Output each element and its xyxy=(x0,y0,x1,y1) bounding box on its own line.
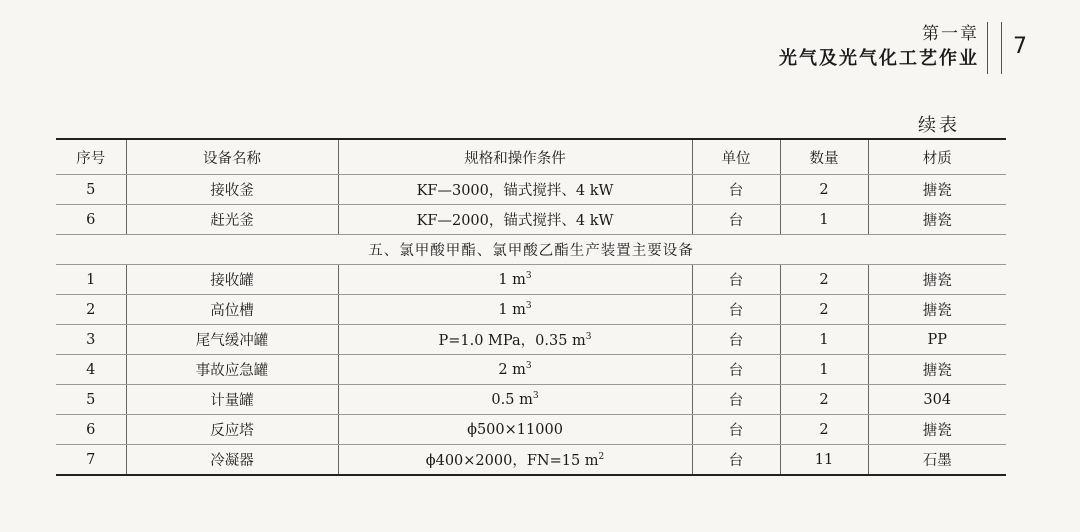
equipment-unit: 台 xyxy=(692,175,780,205)
row-number: 7 xyxy=(56,445,126,476)
equipment-spec: KF—3000，锚式搅拌、4 kW xyxy=(338,175,692,205)
table-row xyxy=(56,325,1006,355)
equipment-quantity: 2 xyxy=(780,295,868,325)
row-number: 2 xyxy=(56,295,126,325)
equipment-material: PP xyxy=(868,325,1006,355)
section-title: 五、氯甲酸甲酯、氯甲酸乙酯生产装置主要设备 xyxy=(56,235,1006,265)
column-header: 数量 xyxy=(780,139,868,175)
row-number: 6 xyxy=(56,415,126,445)
table-row xyxy=(56,175,1006,205)
equipment-material: 304 xyxy=(868,385,1006,415)
equipment-quantity: 1 xyxy=(780,355,868,385)
equipment-unit: 台 xyxy=(692,295,780,325)
spec-superscript: 3 xyxy=(525,271,532,282)
spec-text: 1 m xyxy=(498,271,526,288)
equipment-quantity: 2 xyxy=(780,265,868,295)
equipment-name: 冷凝器 xyxy=(126,445,338,476)
equipment-spec xyxy=(338,415,692,445)
table-row xyxy=(56,415,1006,445)
table-header-row xyxy=(56,139,1006,175)
row-number: 6 xyxy=(56,205,126,235)
equipment-spec xyxy=(338,445,692,476)
equipment-material: 搪瓷 xyxy=(868,175,1006,205)
equipment-table xyxy=(56,138,1006,476)
equipment-spec: KF—2000，锚式搅拌、4 kW xyxy=(338,205,692,235)
equipment-spec xyxy=(338,295,692,325)
spec-superscript: 3 xyxy=(525,361,532,372)
equipment-unit: 台 xyxy=(692,385,780,415)
spec-text: ϕ500×11000 xyxy=(467,421,563,438)
table-row xyxy=(56,355,1006,385)
column-header: 设备名称 xyxy=(126,139,338,175)
spec-text: 1 m xyxy=(498,301,526,318)
equipment-quantity: 11 xyxy=(780,445,868,476)
table-row xyxy=(56,205,1006,235)
chapter-title: 光气及光气化工艺作业 xyxy=(779,48,979,69)
chapter-label: 第一章 xyxy=(922,24,979,44)
equipment-quantity: 2 xyxy=(780,415,868,445)
spec-superscript: 3 xyxy=(525,301,532,312)
spec-superscript: 3 xyxy=(532,391,539,402)
equipment-unit: 台 xyxy=(692,355,780,385)
equipment-material: 搪瓷 xyxy=(868,265,1006,295)
spec-superscript: 3 xyxy=(585,332,592,343)
row-number: 4 xyxy=(56,355,126,385)
equipment-name: 接收釜 xyxy=(126,175,338,205)
equipment-material: 搪瓷 xyxy=(868,205,1006,235)
column-header: 材质 xyxy=(868,139,1006,175)
table-row xyxy=(56,445,1006,476)
equipment-name: 尾气缓冲罐 xyxy=(126,325,338,355)
equipment-name: 事故应急罐 xyxy=(126,355,338,385)
equipment-spec xyxy=(338,385,692,415)
row-number: 1 xyxy=(56,265,126,295)
equipment-unit: 台 xyxy=(692,325,780,355)
equipment-spec xyxy=(338,325,692,355)
equipment-quantity: 1 xyxy=(780,325,868,355)
equipment-material: 石墨 xyxy=(868,445,1006,476)
equipment-name: 计量罐 xyxy=(126,385,338,415)
spec-text: 0.5 m xyxy=(491,391,533,408)
equipment-unit: 台 xyxy=(692,265,780,295)
row-number: 5 xyxy=(56,385,126,415)
equipment-name: 高位槽 xyxy=(126,295,338,325)
equipment-unit: 台 xyxy=(692,415,780,445)
equipment-material: 搪瓷 xyxy=(868,355,1006,385)
spec-superscript: 2 xyxy=(598,452,605,463)
equipment-name: 赶光釜 xyxy=(126,205,338,235)
table-row xyxy=(56,265,1006,295)
equipment-quantity: 2 xyxy=(780,385,868,415)
equipment-quantity: 2 xyxy=(780,175,868,205)
page-number: 7 xyxy=(1013,34,1027,59)
header-rule xyxy=(1001,22,1002,74)
equipment-spec xyxy=(338,265,692,295)
equipment-unit: 台 xyxy=(692,445,780,476)
table-row xyxy=(56,385,1006,415)
section-row xyxy=(56,235,1006,265)
equipment-quantity: 1 xyxy=(780,205,868,235)
row-number: 3 xyxy=(56,325,126,355)
spec-text: ϕ400×2000，FN=15 m xyxy=(425,453,599,469)
equipment-unit: 台 xyxy=(692,205,780,235)
spec-text: 2 m xyxy=(498,361,526,378)
continued-label: 续表 xyxy=(918,115,960,136)
column-header: 单位 xyxy=(692,139,780,175)
spec-text: P=1.0 MPa，0.35 m xyxy=(438,333,586,349)
equipment-spec xyxy=(338,355,692,385)
equipment-name: 接收罐 xyxy=(126,265,338,295)
table-row xyxy=(56,295,1006,325)
column-header: 规格和操作条件 xyxy=(338,139,692,175)
running-header xyxy=(779,22,988,74)
equipment-material: 搪瓷 xyxy=(868,295,1006,325)
equipment-material: 搪瓷 xyxy=(868,415,1006,445)
row-number: 5 xyxy=(56,175,126,205)
column-header: 序号 xyxy=(56,139,126,175)
equipment-name: 反应塔 xyxy=(126,415,338,445)
